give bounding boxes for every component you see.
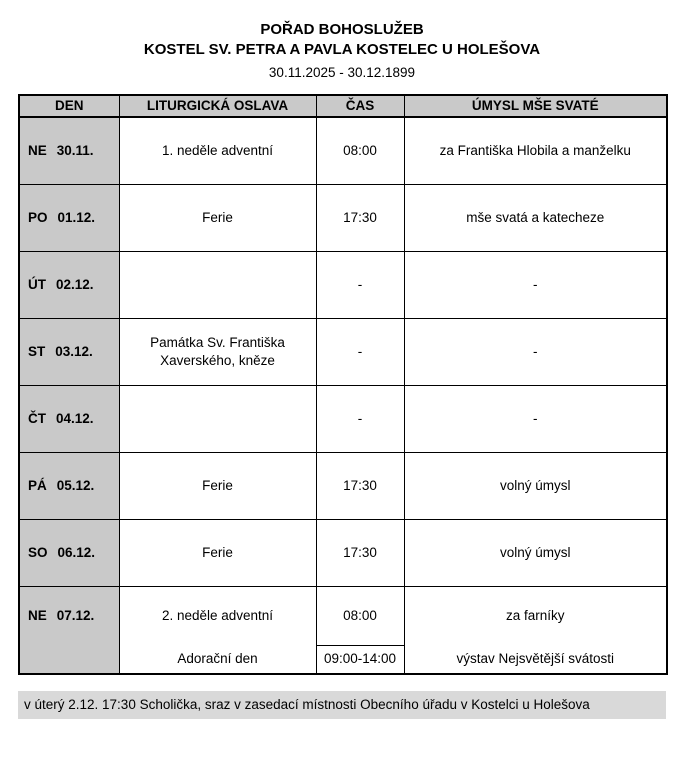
intention-cell-text: volný úmysl <box>499 477 571 493</box>
schedule-row <box>19 318 667 385</box>
intention-cell <box>404 385 667 452</box>
intention-cell-text: za farníky <box>505 607 565 623</box>
celebration-cell <box>119 117 316 185</box>
day-abbreviation: ST <box>28 343 46 359</box>
celebration-cell <box>119 385 316 452</box>
day-abbreviation: SO <box>28 544 48 560</box>
time-cell-text: 17:30 <box>343 209 377 225</box>
church-name: KOSTEL SV. PETRA A PAVLA KOSTELEC U HOLEŠOVA <box>143 41 541 59</box>
time-cell-text: - <box>357 343 363 359</box>
intention-cell-text: mše svatá a katecheze <box>466 209 605 225</box>
celebration-cell-text: 2. neděle adventní <box>161 607 274 623</box>
celebration-cell <box>119 184 316 251</box>
document-header <box>18 20 666 80</box>
celebration-cell-text: Památka Sv. Františka Xaverského, kněze <box>150 334 285 368</box>
schedule-row <box>19 251 667 318</box>
celebration-cell <box>119 318 316 385</box>
intention-cell <box>404 452 667 519</box>
time-cell-text: 08:00 <box>343 142 377 158</box>
intention-cell <box>404 586 667 674</box>
celebration-cell-text: Adorační den <box>177 650 258 666</box>
celebration-cell-text <box>120 252 316 318</box>
schedule-row <box>19 452 667 519</box>
schedule-row <box>19 184 667 251</box>
day-cell <box>19 184 119 251</box>
footer-note: v úterý 2.12. 17:30 Scholička, sraz v zasedací místnosti Obecního úřadu v Kostelci u Holešova <box>18 691 666 719</box>
day-cell <box>19 452 119 519</box>
day-abbreviation: ČT <box>28 410 46 426</box>
day-date: 06.12. <box>57 544 96 560</box>
time-cell-text: - <box>357 410 363 426</box>
day-date: 04.12. <box>56 410 94 426</box>
time-cell-text: 09:00-14:00 <box>317 645 404 673</box>
schedule-row <box>19 117 667 185</box>
intention-cell <box>404 318 667 385</box>
day-cell <box>19 519 119 586</box>
column-header-umysl: ÚMYSL MŠE SVATÉ <box>404 95 667 117</box>
day-date: 07.12. <box>56 607 95 623</box>
day-date: 03.12. <box>55 343 93 359</box>
document-title: POŘAD BOHOSLUŽEB <box>260 21 424 38</box>
schedule-body <box>19 117 667 674</box>
schedule-row <box>19 586 667 674</box>
celebration-cell-text <box>120 386 316 452</box>
day-date: 01.12. <box>57 209 96 225</box>
time-cell <box>316 519 404 586</box>
celebration-cell <box>119 251 316 318</box>
time-cell <box>316 385 404 452</box>
day-abbreviation: ÚT <box>28 276 46 292</box>
date-range: 30.11.2025 - 30.12.1899 <box>268 64 416 80</box>
intention-cell-text: za Františka Hlobila a manželku <box>439 142 631 158</box>
celebration-cell-text: 1. neděle adventní <box>161 142 274 158</box>
celebration-cell-text: Ferie <box>202 477 233 493</box>
day-abbreviation: PÁ <box>28 477 47 493</box>
day-abbreviation: PO <box>28 209 48 225</box>
schedule-row <box>19 385 667 452</box>
celebration-cell <box>119 519 316 586</box>
day-cell <box>19 586 119 674</box>
day-abbreviation: NE <box>28 607 47 623</box>
time-cell <box>316 184 404 251</box>
intention-cell-text: volný úmysl <box>499 544 571 560</box>
intention-cell-text: výstav Nejsvětější svátosti <box>456 650 615 666</box>
time-cell <box>316 117 404 185</box>
intention-cell <box>404 519 667 586</box>
time-cell-text: 17:30 <box>343 544 377 560</box>
intention-cell-text: - <box>533 343 538 359</box>
intention-cell-text: - <box>533 410 538 426</box>
day-cell <box>19 318 119 385</box>
time-cell <box>316 452 404 519</box>
time-cell-text: 17:30 <box>343 477 377 493</box>
intention-cell <box>404 117 667 185</box>
celebration-cell <box>119 586 316 674</box>
intention-cell <box>404 251 667 318</box>
column-header-den: DEN <box>19 95 119 117</box>
celebration-cell-text: Ferie <box>202 544 233 560</box>
table-header-row <box>19 95 667 117</box>
schedule-row <box>19 519 667 586</box>
day-date: 05.12. <box>56 477 95 493</box>
time-cell-text: - <box>357 276 363 292</box>
day-cell <box>19 117 119 185</box>
intention-cell-text: - <box>533 276 538 292</box>
time-cell <box>316 251 404 318</box>
time-cell-text: 08:00 <box>343 607 377 623</box>
celebration-cell <box>119 452 316 519</box>
day-date: 30.11. <box>56 142 94 158</box>
time-cell <box>316 318 404 385</box>
day-abbreviation: NE <box>28 142 47 158</box>
intention-cell <box>404 184 667 251</box>
day-date: 02.12. <box>56 276 94 292</box>
celebration-cell-text: Ferie <box>202 209 233 225</box>
column-header-cas: ČAS <box>316 95 404 117</box>
time-cell <box>316 586 404 674</box>
day-cell <box>19 385 119 452</box>
column-header-liturgicka-oslava: LITURGICKÁ OSLAVA <box>119 95 316 117</box>
day-cell <box>19 251 119 318</box>
schedule-table <box>18 94 668 675</box>
